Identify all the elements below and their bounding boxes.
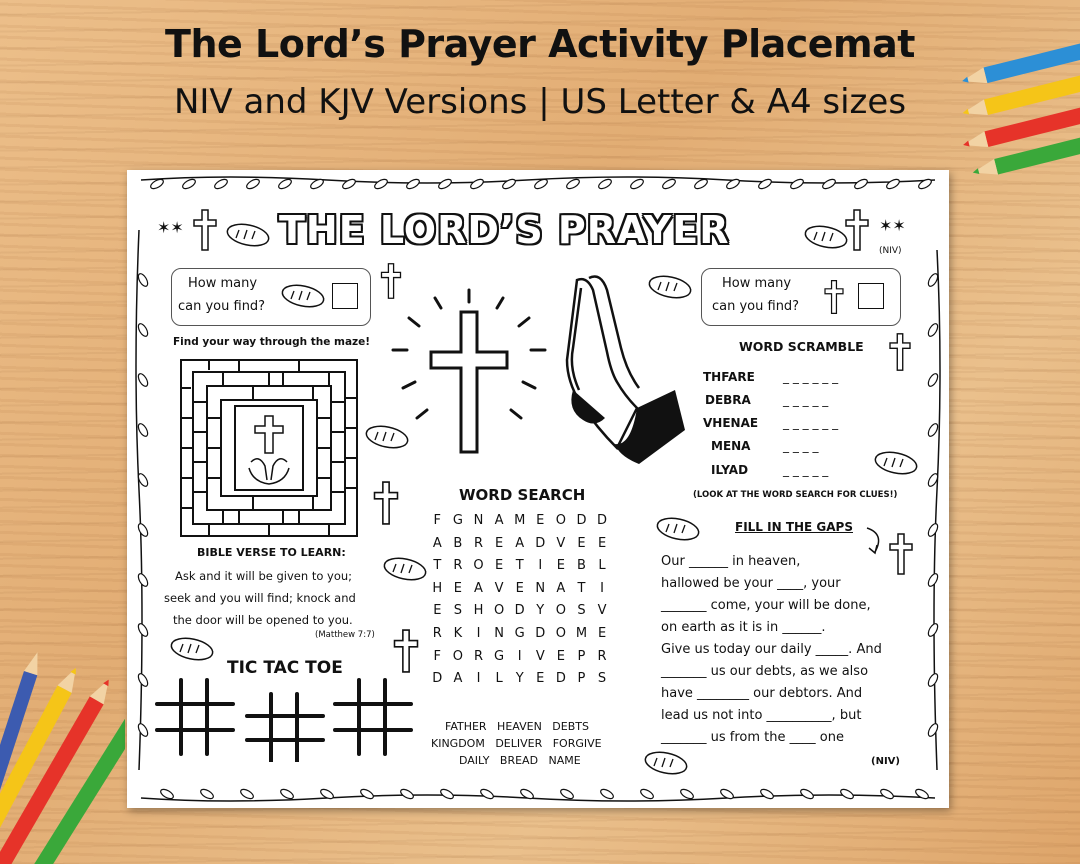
word-search-letter[interactable]: M bbox=[514, 513, 526, 528]
sparkle-icon: ✶✶ bbox=[157, 218, 184, 237]
word-search-letter[interactable]: G bbox=[494, 648, 505, 664]
count-box-line2: can you find? bbox=[178, 299, 266, 314]
count-box-line2: can you find? bbox=[712, 299, 800, 314]
word-search-letter[interactable]: L bbox=[598, 558, 606, 574]
word-search-letter[interactable]: K bbox=[453, 625, 463, 641]
word-search-letter[interactable]: O bbox=[473, 558, 484, 574]
word-search-letter[interactable]: D bbox=[432, 671, 443, 687]
word-search-letter[interactable]: T bbox=[515, 558, 524, 574]
word-search-letter[interactable]: L bbox=[495, 671, 503, 687]
listing-subtitle: NIV and KJV Versions | US Letter & A4 sizes bbox=[173, 82, 907, 122]
tic-tac-toe-grids[interactable] bbox=[151, 676, 421, 762]
word-search-letter[interactable]: O bbox=[452, 648, 463, 664]
word-search-letter[interactable]: V bbox=[535, 648, 545, 664]
word-search-letter[interactable]: E bbox=[433, 603, 442, 619]
word-search-letter[interactable]: O bbox=[555, 603, 566, 619]
word-search-letter[interactable]: A bbox=[494, 513, 504, 528]
word-search-letter[interactable]: V bbox=[597, 603, 607, 619]
word-search-letter[interactable]: T bbox=[577, 580, 586, 596]
word-search-word-list: FATHER HEAVEN DEBTS bbox=[445, 720, 589, 733]
word-search-letter[interactable]: D bbox=[555, 671, 566, 687]
fill-gaps-line: have ________ our debtors. And bbox=[661, 686, 863, 701]
bible-verse-line: Ask and it will be given to you; bbox=[175, 569, 353, 583]
word-search-letter[interactable]: E bbox=[556, 648, 565, 664]
arrow-icon bbox=[863, 526, 887, 556]
bible-verse-reference: (Matthew 7:7) bbox=[315, 630, 375, 640]
word-search-letter[interactable]: Y bbox=[515, 671, 524, 687]
word-search-row bbox=[427, 536, 627, 559]
bread-icon bbox=[655, 516, 701, 542]
word-search-letter[interactable]: E bbox=[597, 535, 607, 551]
word-search-letter[interactable]: N bbox=[535, 580, 546, 596]
listing-title: The Lord’s Prayer Activity Placemat bbox=[165, 22, 915, 66]
cross-icon bbox=[373, 480, 399, 526]
maze[interactable] bbox=[179, 358, 359, 538]
sparkle-icon: ✶✶ bbox=[879, 216, 906, 235]
word-search-letter[interactable]: D bbox=[535, 625, 546, 641]
word-search-row bbox=[427, 626, 627, 649]
count-box-line1: How many bbox=[722, 276, 792, 291]
word-search-letter[interactable]: B bbox=[453, 535, 463, 551]
cross-icon bbox=[889, 532, 913, 576]
word-search-letter[interactable]: P bbox=[577, 671, 586, 687]
word-search-letter[interactable]: I bbox=[517, 648, 522, 664]
word-scramble-heading: WORD SCRAMBLE bbox=[739, 339, 864, 354]
word-search-letter[interactable]: D bbox=[576, 513, 587, 528]
scramble-hint: (LOOK AT THE WORD SEARCH FOR CLUES!) bbox=[693, 490, 898, 500]
word-search-heading: WORD SEARCH bbox=[459, 486, 586, 504]
count-answer-box[interactable] bbox=[332, 283, 358, 309]
word-search-letter[interactable]: P bbox=[577, 648, 586, 664]
scramble-answer-blank[interactable]: _ _ _ _ _ bbox=[783, 393, 829, 407]
cross-icon bbox=[889, 332, 911, 372]
word-search-letter[interactable]: I bbox=[600, 580, 604, 596]
word-search-letter[interactable]: A bbox=[515, 535, 525, 551]
bible-verse-line: the door will be opened to you. bbox=[173, 613, 353, 627]
word-search-row bbox=[427, 649, 627, 672]
word-search-letter[interactable]: I bbox=[476, 625, 481, 641]
scramble-word: ILYAD bbox=[711, 463, 749, 477]
word-search-letter[interactable]: F bbox=[433, 648, 442, 664]
fill-gaps-line: lead us not into __________, but bbox=[661, 708, 862, 723]
word-search-row bbox=[427, 558, 627, 581]
scramble-word: DEBRA bbox=[705, 393, 751, 407]
scramble-answer-blank[interactable]: _ _ _ _ _ bbox=[783, 463, 829, 477]
cross-icon bbox=[193, 208, 217, 252]
word-search-letter[interactable]: R bbox=[473, 648, 483, 664]
bread-icon bbox=[280, 283, 326, 309]
word-search-letter[interactable]: S bbox=[597, 671, 607, 687]
word-search-letter[interactable]: I bbox=[538, 558, 543, 574]
word-search-row bbox=[427, 671, 627, 694]
fill-gaps-version-tag: (NIV) bbox=[871, 756, 900, 767]
word-search-letter[interactable]: E bbox=[556, 558, 565, 574]
fill-gaps-line: _______ come, your will be done, bbox=[661, 598, 871, 613]
word-search-row bbox=[427, 581, 627, 604]
count-box-cross bbox=[701, 268, 901, 326]
word-search-letter[interactable]: D bbox=[535, 535, 546, 551]
word-search-letter[interactable]: Y bbox=[536, 603, 545, 619]
word-search-letter[interactable]: V bbox=[494, 580, 504, 596]
fill-gaps-line: Our ______ in heaven, bbox=[661, 554, 801, 569]
word-search-letter[interactable]: E bbox=[515, 580, 524, 596]
word-search-letter[interactable]: O bbox=[493, 603, 505, 619]
word-search-letter[interactable]: E bbox=[536, 513, 545, 528]
colored-pencils-right bbox=[955, 30, 1080, 180]
fill-gaps-heading: FILL IN THE GAPS bbox=[735, 520, 853, 534]
bread-icon bbox=[643, 750, 689, 776]
scramble-word: THFARE bbox=[703, 370, 755, 384]
word-search-letter[interactable]: R bbox=[453, 558, 463, 574]
word-search-letter[interactable]: S bbox=[577, 603, 586, 619]
placemat-title: THE LORD’S PRAYER bbox=[279, 208, 730, 252]
bible-verse-line: seek and you will find; knock and bbox=[164, 591, 356, 605]
word-search-letter[interactable]: N bbox=[473, 513, 484, 528]
word-search-letter[interactable]: G bbox=[452, 513, 463, 528]
cross-with-rays-icon bbox=[389, 288, 551, 468]
bread-icon bbox=[225, 222, 271, 248]
count-box-line1: How many bbox=[188, 276, 258, 291]
colored-pencils-left bbox=[0, 640, 125, 864]
word-search-letter[interactable]: N bbox=[494, 625, 504, 641]
word-search-letter[interactable]: D bbox=[514, 603, 525, 619]
word-search-letter[interactable]: G bbox=[514, 625, 525, 641]
bread-icon bbox=[169, 636, 215, 662]
word-search-word-list: KINGDOM DELIVER FORGIVE bbox=[431, 737, 602, 750]
cross-icon bbox=[393, 628, 419, 674]
scramble-word: VHENAE bbox=[703, 416, 759, 430]
count-box-bread bbox=[171, 268, 371, 326]
word-search-letter[interactable]: D bbox=[597, 513, 608, 528]
bread-icon bbox=[382, 556, 428, 582]
praying-hands-icon bbox=[559, 274, 687, 468]
word-search-letter[interactable]: A bbox=[556, 580, 566, 596]
word-search-letter[interactable]: T bbox=[433, 558, 442, 574]
word-search-letter[interactable]: O bbox=[555, 625, 566, 641]
scramble-answer-blank[interactable]: _ _ _ _ bbox=[783, 439, 819, 453]
word-search-word-list: DAILY BREAD NAME bbox=[459, 754, 581, 767]
fill-gaps-line: _______ us our debts, as we also bbox=[661, 664, 869, 679]
placemat-sheet bbox=[127, 170, 949, 808]
scramble-answer-blank[interactable]: _ _ _ _ _ _ bbox=[783, 416, 839, 430]
word-search-letter[interactable]: A bbox=[432, 535, 442, 551]
word-search-letter[interactable]: R bbox=[597, 648, 607, 664]
word-search-row bbox=[427, 513, 627, 536]
word-search-letter[interactable]: E bbox=[494, 558, 504, 574]
word-search-letter[interactable]: F bbox=[433, 513, 442, 528]
word-search-letter[interactable]: A bbox=[453, 671, 463, 687]
word-search-letter[interactable]: H bbox=[432, 580, 443, 596]
tic-tac-toe-heading: TIC TAC TOE bbox=[227, 658, 343, 678]
word-search-letter[interactable]: B bbox=[576, 558, 586, 574]
word-search-letter[interactable]: R bbox=[473, 535, 483, 551]
fill-gaps-line: hallowed be your ____, your bbox=[661, 576, 841, 591]
count-answer-box[interactable] bbox=[858, 283, 884, 309]
word-search-letter[interactable]: R bbox=[432, 625, 442, 641]
word-search-row bbox=[427, 603, 627, 626]
word-search-letter[interactable]: H bbox=[473, 603, 484, 619]
word-search-letter[interactable]: E bbox=[536, 671, 545, 687]
cross-icon bbox=[824, 279, 844, 315]
scramble-answer-blank[interactable]: _ _ _ _ _ _ bbox=[783, 370, 839, 384]
scramble-word: MENA bbox=[711, 439, 751, 453]
word-search-letter[interactable]: E bbox=[494, 535, 504, 551]
bible-verse-heading: BIBLE VERSE TO LEARN: bbox=[197, 546, 346, 559]
bread-icon bbox=[803, 224, 849, 250]
word-search-letter[interactable]: I bbox=[476, 671, 481, 687]
word-search-letter[interactable]: E bbox=[597, 625, 607, 641]
word-search-letter[interactable]: V bbox=[556, 535, 566, 551]
word-search-letter[interactable]: E bbox=[577, 535, 586, 551]
word-search-letter[interactable]: E bbox=[453, 580, 462, 596]
word-search-letter[interactable]: M bbox=[575, 625, 588, 641]
placemat-version-tag: (NIV) bbox=[879, 246, 902, 256]
bread-icon bbox=[873, 450, 919, 476]
word-search-grid[interactable] bbox=[427, 513, 627, 694]
word-search-letter[interactable]: S bbox=[453, 603, 463, 619]
word-search-letter[interactable]: A bbox=[474, 580, 483, 596]
word-search-letter[interactable]: O bbox=[555, 513, 566, 528]
maze-instruction: Find your way through the maze! bbox=[173, 336, 371, 348]
fill-gaps-line: on earth as it is in ______. bbox=[661, 620, 826, 635]
fill-gaps-line: _______ us from the ____ one bbox=[661, 730, 844, 745]
fill-gaps-line: Give us today our daily _____. And bbox=[661, 642, 882, 657]
